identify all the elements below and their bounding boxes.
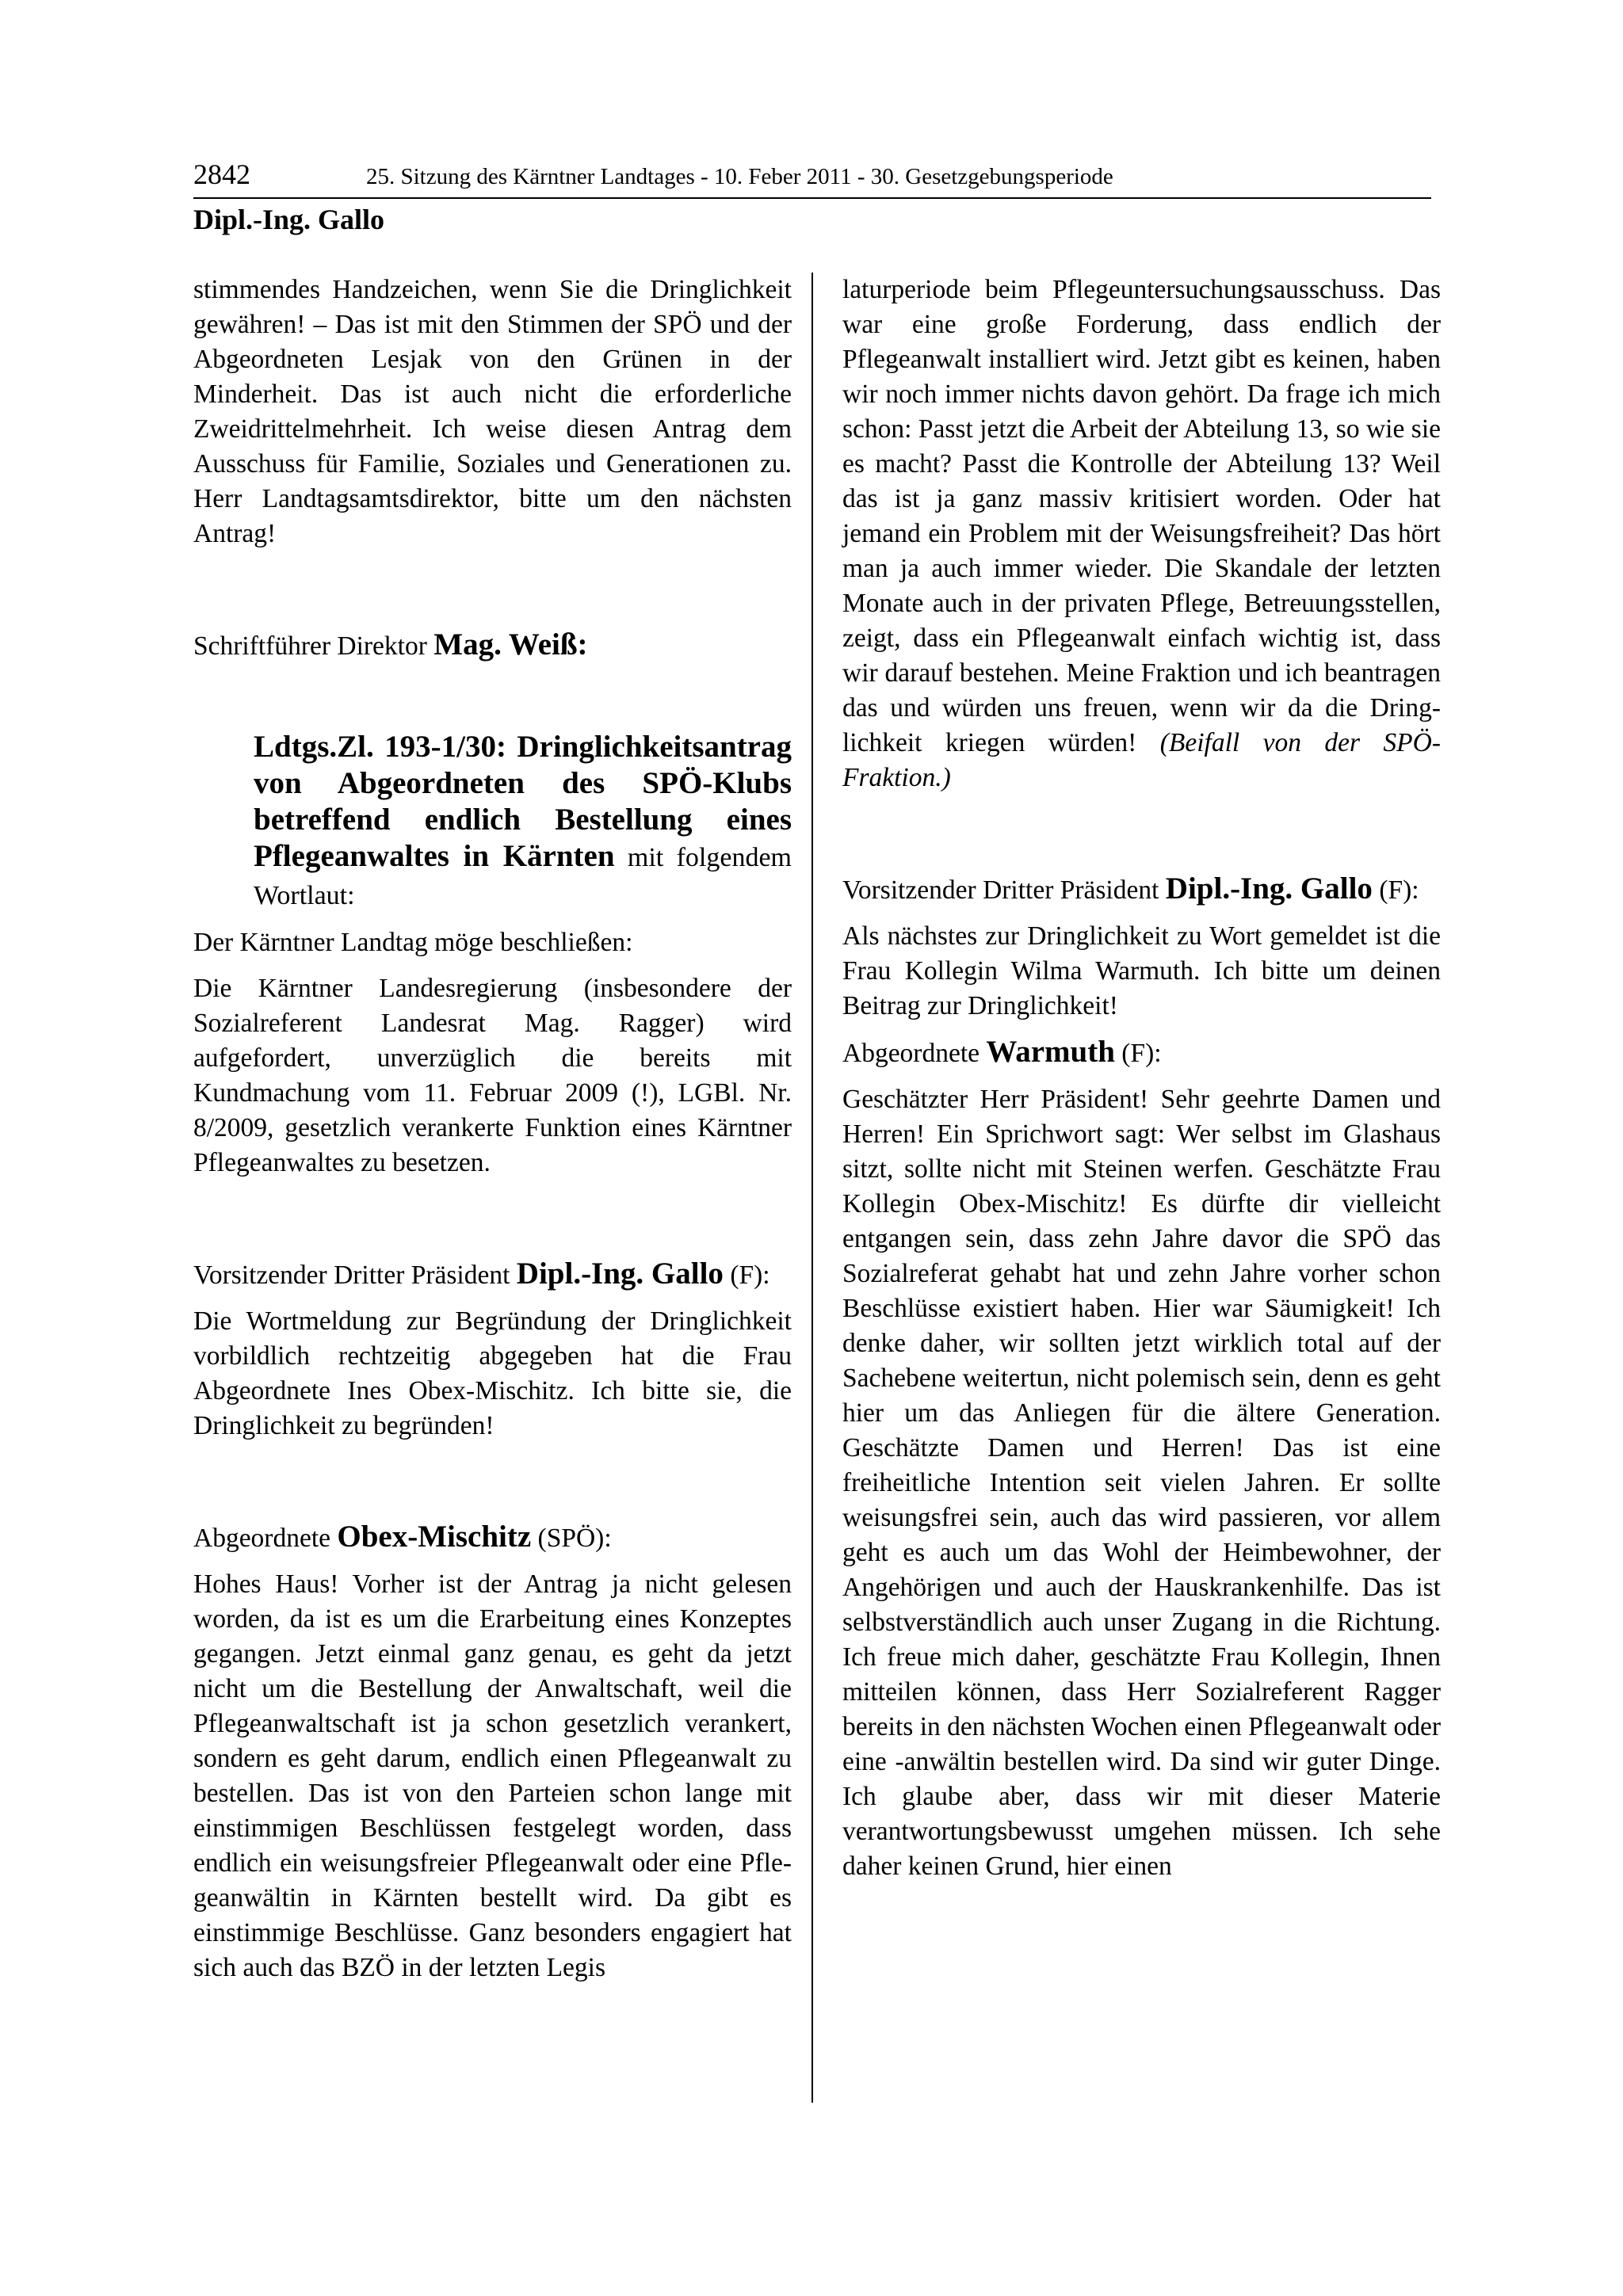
speaker-name: Dipl.-Ing. Gallo <box>516 1257 724 1291</box>
speaker-label <box>193 1257 792 1293</box>
speaker-role: Schriftführer Direktor <box>193 631 434 661</box>
paragraph: Die Wortmeldung zur Begründung der Dringlichkeit vorbildlich rechtzeitig abgegeben hat die Frau Abgeordnete Ines Obex-Mischitz. Ich bitte sie, die Dringlichkeit zu begründen! <box>193 1306 792 1440</box>
paragraph: Der Kärntner Landtag möge beschließen: <box>193 928 633 957</box>
header-rule <box>193 197 1431 199</box>
left-column <box>193 273 792 1985</box>
speaker-party: (F): <box>1114 1039 1162 1068</box>
speaker-label <box>193 627 792 664</box>
page-number: 2842 <box>193 158 250 190</box>
speaker-label <box>842 1035 1441 1071</box>
paragraph: Als nächstes zur Dringlichkeit zu Wort gemeldet ist die Frau Kollegin Wilma Warmuth. Ich bitte um deinen Beitrag zur Dringlichkeit! <box>842 921 1441 1020</box>
paragraph: Hohes Haus! Vorher ist der Antrag ja nicht gelesen worden, da ist es um die Erarbeitung eines Konzeptes gegangen. Jetzt einmal ganz genau, es geht da jetzt nicht um die Bestellung der Anwaltschaft, weil die Pflegeanwaltschaft ist ja schon gesetzlich verankert, sondern es geht darum, endlich einen Pflegeanwalt zu bestellen. Das ist von den Parteien schon lange mit einstimmigen Beschlüssen festgelegt worden, dass endlich ein weisungsfreier Pflegeanwalt oder eine Pflegeanwältin in Kärnten bestellt wird. Da gibt es einstimmige Beschlüsse. Ganz besonders engagiert hat sich auch das BZÖ in der letzten Legis <box>193 1569 792 1982</box>
motion-heading <box>254 729 792 914</box>
applause-note: (Beifall von der SPÖ-Fraktion.) <box>842 728 1441 792</box>
speaker-name: Mag. Weiß: <box>433 627 588 662</box>
motion-title: Ldtgs.Zl. 193-1/30: Dringlichkeitsantrag von Abgeordneten des SPÖ-Klubs betreffend endlich Bestellung eines Pflegeanwaltes in Kärnten <box>254 730 792 873</box>
speaker-party: (F): <box>723 1261 770 1290</box>
speaker-role: Vorsitzender Dritter Präsident <box>193 1261 517 1290</box>
speaker-name: Obex-Mischitz <box>337 1520 532 1554</box>
speaker-party: (F): <box>1372 875 1419 905</box>
column-divider <box>812 273 813 2103</box>
paragraph: stimmendes Handzeichen, wenn Sie die Dringlichkeit gewähren! – Das ist mit den Stimmen der SPÖ und der Abgeordneten Lesjak von den Grünen in der Minderheit. Das ist auch nicht die erforderliche Zweidrittelmehrheit. Ich weise diesen Antrag dem Ausschuss für Familie, Soziales und Generationen zu. Herr Landtagsamtsdirektor, bitte um den nächsten Antrag! <box>193 275 792 548</box>
speaker-name: Dipl.-Ing. Gallo <box>1165 871 1373 906</box>
motion-tail: mit folgendem Wortlaut: <box>254 843 792 910</box>
speaker-label <box>193 1520 792 1556</box>
speaker-role: Vorsitzender Dritter Präsident <box>842 875 1166 905</box>
speaker-label <box>842 871 1441 908</box>
right-column <box>842 273 1441 1884</box>
paragraph <box>842 273 1441 795</box>
paragraph: Geschätzter Herr Präsident! Sehr geehrte Damen und Herren! Ein Sprichwort sagt: Wer selbst im Glashaus sitzt, sollte nicht mit Steinen werfen. Geschätzte Frau Kollegin Obex-Mischitz! Es dürfte dir vielleicht entgangen sein, dass zehn Jahre davor die SPÖ das Sozialreferat gehabt hat und zehn Jahre vorher schon Beschlüsse existiert haben. Hier war Säumigkeit! Ich denke daher, wir sollten jetzt wirklich total auf der Sachebene weitertun, nicht polemisch sein, denn es geht hier um das Anliegen für die ältere Generation. Geschätzte Damen und Herren! Das ist eine freiheitliche Intention seit vielen Jahren. Er sollte weisungsfrei sein, auch das wird passieren, vor allem geht es auch um das Wohl der Heimbewohner, der Angehörigen und auch der Hauskrankenhilfe. Das ist selbstverständlich auch unser Zugang in die Richtung. Ich freue mich daher, geschätzte Frau Kollegin, Ihnen mitteilen können, dass Herr Sozialreferent Ragger bereits in den nächsten Wochen einen Pflegeanwalt oder eine -anwältin bestellen wird. Da sind wir guter Dinge. Ich glaube aber, dass wir mit dieser Materie verantwortungsbewusst umgehen müssen. Ich sehe daher keinen Grund, hier einen <box>842 1085 1441 1881</box>
paragraph: Die Kärntner Landesregierung (insbesondere der Sozialreferent Landesrat Mag. Ragger) wird aufgefordert, unverzüglich die bereits mit Kundmachung vom 11. Februar 2009 (!), LGBl. Nr. 8/2009, gesetzlich verankerte Funktion eines Kärntner Pflegeanwaltes zu besetzen. <box>193 974 792 1177</box>
header-speaker: Dipl.-Ing. Gallo <box>193 204 385 235</box>
speaker-role: Abgeordnete <box>193 1524 338 1553</box>
speaker-role: Abgeordnete <box>842 1039 987 1068</box>
paragraph-text: laturperiode beim Pflegeuntersuchungsausschuss. Das war eine große Forderung, dass endlich der Pflegeanwalt installiert wird. Jetzt gibt es keinen, haben wir noch immer nichts davon gehört. Da frage ich mich schon: Passt jetzt die Arbeit der Abteilung 13, so wie sie es macht? Passt die Kontrolle der Abteilung 13? Weil das ist ja ganz massiv kritisiert worden. Oder hat jemand ein Problem mit der Weisungsfreiheit? Das hört man ja auch immer wieder. Die Skandale der letzten Monate auch in der privaten Pflege, Betreuungsstellen, zeigt, dass ein Pflegeanwalt einfach wichtig ist, dass wir darauf bestehen. Meine Fraktion und ich beantragen das und würden uns freuen, wenn wir da die Dringlichkeit kriegen würden! <box>842 275 1441 757</box>
speaker-name: Warmuth <box>986 1035 1115 1069</box>
speaker-party: (SPÖ): <box>531 1524 612 1553</box>
running-title: 25. Sitzung des Kärntner Landtages - 10. Feber 2011 - 30. Gesetzgebungsperiode <box>366 164 1113 189</box>
